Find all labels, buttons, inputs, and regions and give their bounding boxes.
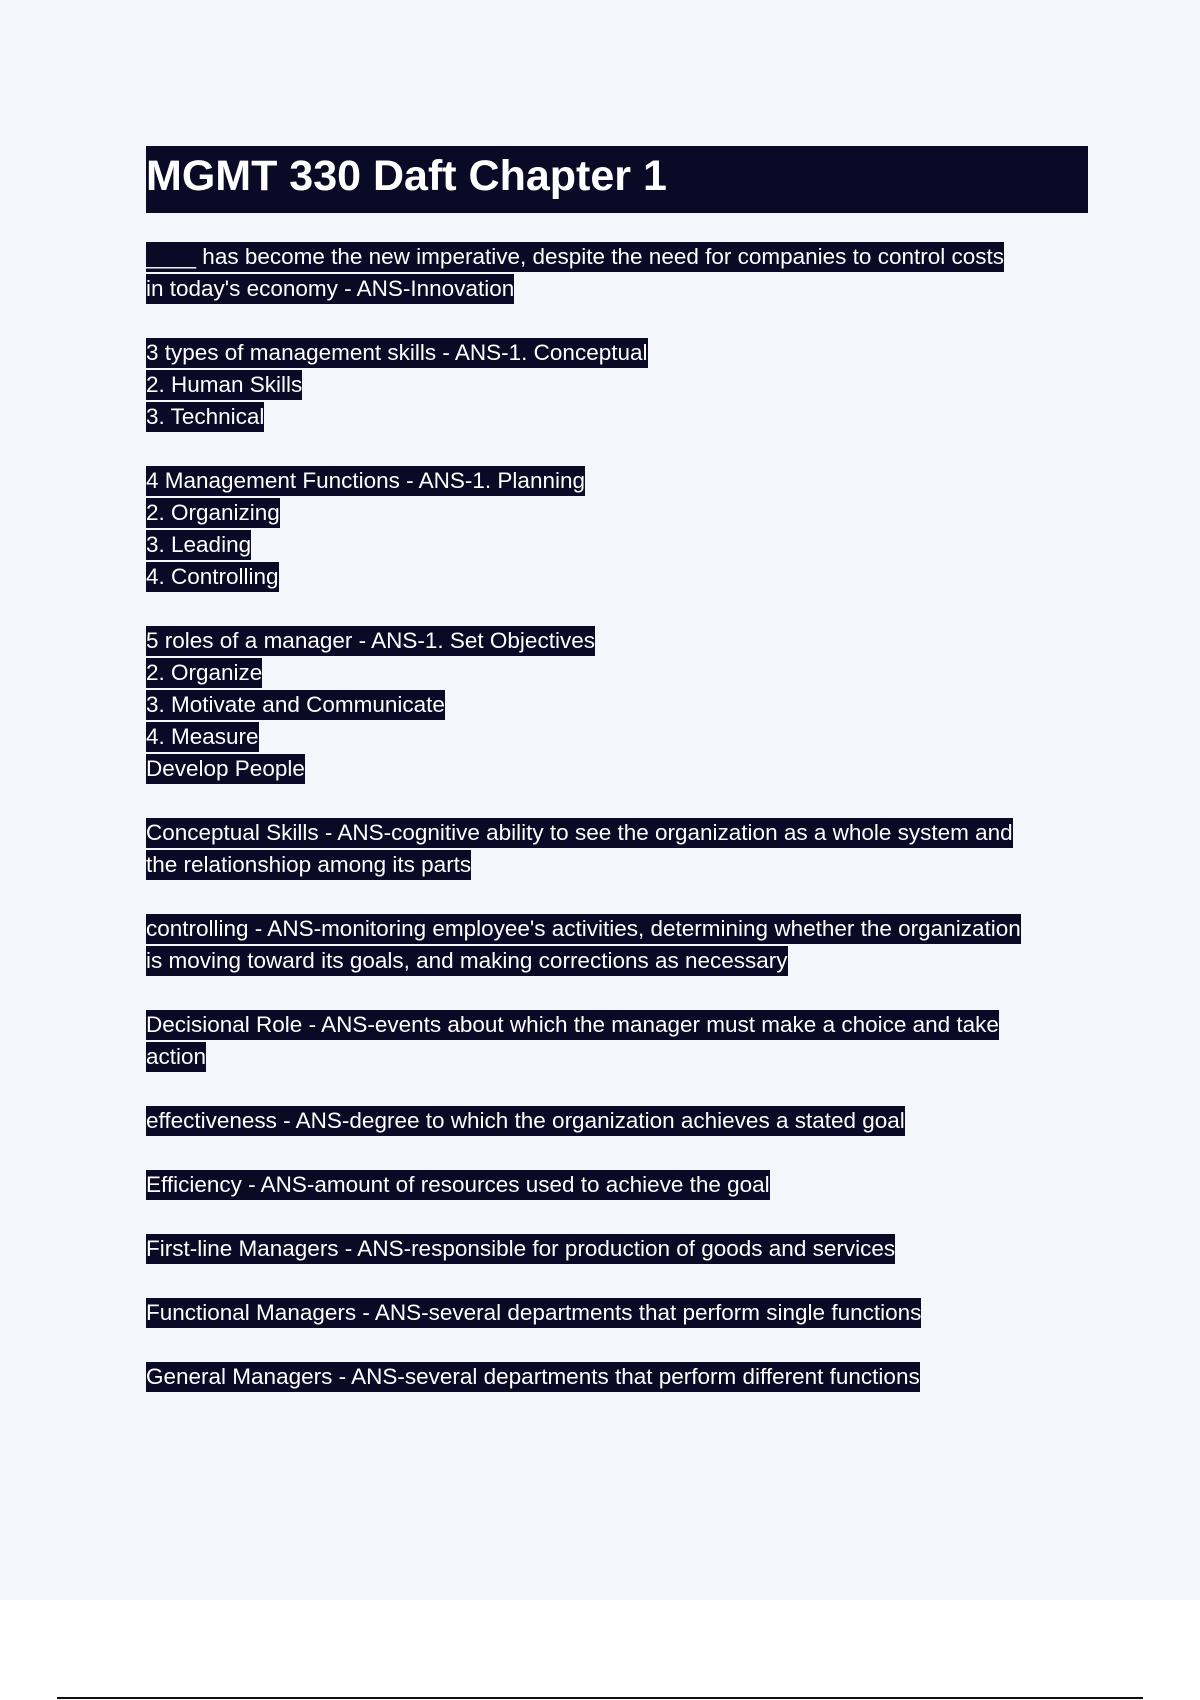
flashcard-line: [146, 465, 1088, 497]
flashcard-item: [146, 1233, 1088, 1265]
highlighted-text: 4. Measure: [146, 722, 259, 752]
highlighted-text: 2. Organizing: [146, 498, 280, 528]
flashcard-item: [146, 1361, 1088, 1393]
highlighted-text: 3 types of management skills - ANS-1. Conceptual: [146, 338, 648, 368]
highlighted-text: General Managers - ANS-several departments that perform different functions: [146, 1362, 920, 1392]
flashcard-item: [146, 817, 1088, 881]
document-title: MGMT 330 Daft Chapter 1: [146, 152, 667, 200]
flashcard-item: [146, 241, 1088, 305]
highlighted-text: action: [146, 1042, 206, 1072]
highlighted-text: 3. Technical: [146, 402, 264, 432]
highlighted-text: Conceptual Skills - ANS-cognitive ability to see the organization as a whole system and: [146, 818, 1013, 848]
highlighted-text: 4. Controlling: [146, 562, 279, 592]
flashcard-line: [146, 657, 1088, 689]
flashcard-line: [146, 1297, 1088, 1329]
flashcard-item: [146, 625, 1088, 785]
flashcard-item: [146, 1105, 1088, 1137]
flashcard-item: [146, 465, 1088, 593]
flashcard-item: [146, 1009, 1088, 1073]
flashcard-line: [146, 913, 1088, 945]
flashcard-line: [146, 721, 1088, 753]
flashcard-line: [146, 817, 1088, 849]
flashcard-line: [146, 1009, 1088, 1041]
flashcard-line: [146, 401, 1088, 433]
highlighted-text: effectiveness - ANS-degree to which the organization achieves a stated goal: [146, 1106, 905, 1136]
highlighted-text: 3. Motivate and Communicate: [146, 690, 445, 720]
flashcard-line: [146, 689, 1088, 721]
highlighted-text: 2. Organize: [146, 658, 262, 688]
flashcard-line: [146, 1041, 1088, 1073]
flashcard-line: [146, 561, 1088, 593]
highlighted-text: ____ has become the new imperative, despite the need for companies to control costs: [146, 242, 1004, 272]
highlighted-text: 4 Management Functions - ANS-1. Planning: [146, 466, 585, 496]
document-title-bar: [146, 146, 1088, 213]
flashcard-line: [146, 369, 1088, 401]
document-content: [146, 146, 1088, 1425]
flashcard-line: [146, 945, 1088, 977]
flashcard-line: [146, 1105, 1088, 1137]
flashcard-line: [146, 625, 1088, 657]
highlighted-text: Develop People: [146, 754, 305, 784]
flashcard-line: [146, 1361, 1088, 1393]
flashcard-line: [146, 497, 1088, 529]
flashcard-line: [146, 849, 1088, 881]
flashcard-line: [146, 1233, 1088, 1265]
flashcard-item: [146, 1169, 1088, 1201]
highlighted-text: 3. Leading: [146, 530, 251, 560]
highlighted-text: 5 roles of a manager - ANS-1. Set Objectives: [146, 626, 595, 656]
flashcard-line: [146, 273, 1088, 305]
highlighted-text: First-line Managers - ANS-responsible for production of goods and services: [146, 1234, 895, 1264]
highlighted-text: the relationshiop among its parts: [146, 850, 471, 880]
highlighted-text: Efficiency - ANS-amount of resources used to achieve the goal: [146, 1170, 770, 1200]
flashcard-item: [146, 913, 1088, 977]
flashcard-line: [146, 337, 1088, 369]
flashcard-list: [146, 241, 1088, 1393]
flashcard-line: [146, 529, 1088, 561]
highlighted-text: controlling - ANS-monitoring employee's activities, determining whether the organization: [146, 914, 1021, 944]
flashcard-line: [146, 753, 1088, 785]
flashcard-item: [146, 1297, 1088, 1329]
highlighted-text: is moving toward its goals, and making corrections as necessary: [146, 946, 788, 976]
flashcard-line: [146, 1169, 1088, 1201]
highlighted-text: Functional Managers - ANS-several departments that perform single functions: [146, 1298, 921, 1328]
flashcard-item: [146, 337, 1088, 433]
footer-rule: [57, 1697, 1143, 1699]
highlighted-text: Decisional Role - ANS-events about which the manager must make a choice and take: [146, 1010, 999, 1040]
flashcard-line: [146, 241, 1088, 273]
highlighted-text: 2. Human Skills: [146, 370, 302, 400]
highlighted-text: in today's economy - ANS-Innovation: [146, 274, 514, 304]
